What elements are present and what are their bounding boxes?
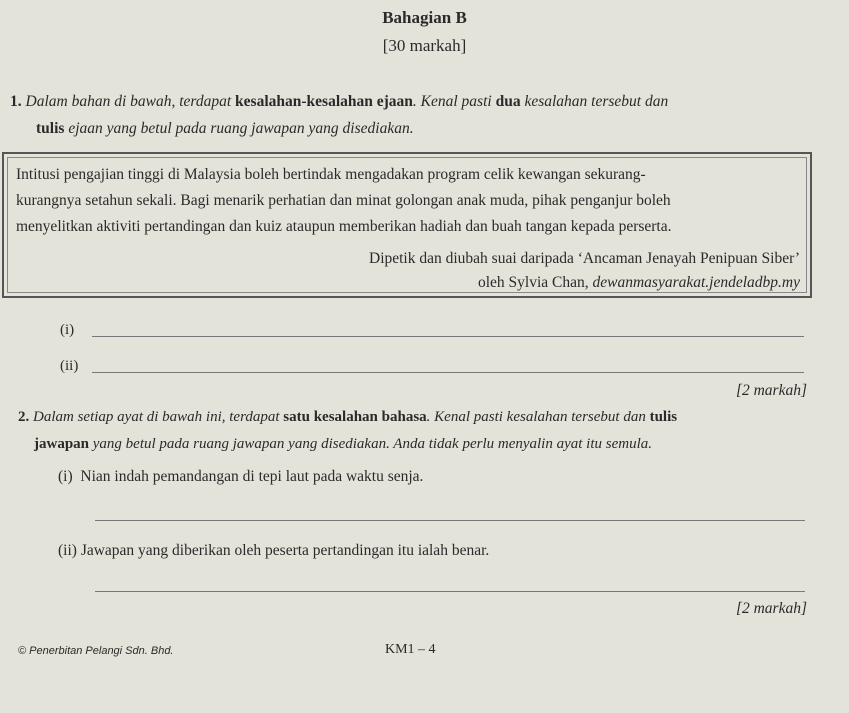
passage-box xyxy=(2,152,812,298)
q2-bold: satu kesalahan bahasa xyxy=(283,409,427,425)
answer-line[interactable] xyxy=(95,520,805,521)
page-number: KM1 – 4 xyxy=(385,642,436,657)
q1-text: Dalam bahan di bawah, terdapat xyxy=(25,93,236,110)
passage-line: menyelitkan aktiviti pertandingan dan kuiz ataupun memberikan hadiah dan buah tangan kepada perserta. xyxy=(16,218,672,235)
q1-text: . Kenal pasti xyxy=(412,93,496,110)
item-text: Jawapan yang diberikan oleh peserta pertandingan itu ialah benar. xyxy=(80,542,490,559)
section-marks xyxy=(0,36,849,56)
source-url: dewanmasyarakat.jendeladbp.my xyxy=(592,274,800,291)
question-1-instruction xyxy=(10,88,820,142)
q1-bold: kesalahan-kesalahan ejaan xyxy=(235,93,413,110)
section-marks-text: [30 markah] xyxy=(382,36,467,55)
passage-line: Intitusi pengajian tinggi di Malaysia boleh bertindak mengadakan program celik kewangan sekurang- xyxy=(16,166,646,183)
answer-label: (ii) xyxy=(60,358,79,374)
q2-marks-text: [2 markah] xyxy=(735,600,807,617)
q1-bold: dua xyxy=(495,93,521,110)
answer-line[interactable] xyxy=(92,372,804,373)
q2-text: Dalam setiap ayat di bawah ini, terdapat xyxy=(33,409,284,425)
question-2-instruction xyxy=(18,404,828,458)
item-label: (ii) xyxy=(58,542,77,559)
q2-marks xyxy=(736,600,807,618)
q2-text: . Kenal pasti kesalahan tersebut dan xyxy=(426,409,650,425)
passage-source: Dipetik dan diubah suai daripada ‘Ancaman Jenayah Penipuan Siber’ xyxy=(369,250,800,267)
answer-line[interactable] xyxy=(92,336,804,337)
source-author: oleh Sylvia Chan, xyxy=(477,274,593,291)
q1-number: 1. xyxy=(10,93,22,110)
sentence-item xyxy=(58,468,423,486)
q1-marks xyxy=(736,382,807,400)
q1-marks-text: [2 markah] xyxy=(735,382,807,399)
copyright: © Penerbitan Pelangi Sdn. Bhd. xyxy=(18,645,174,657)
item-text: Nian indah pemandangan di tepi laut pada waktu senja. xyxy=(80,468,424,485)
q1-text: kesalahan tersebut dan xyxy=(520,93,669,110)
q1-bold: tulis xyxy=(36,120,65,137)
item-label: (i) xyxy=(58,468,73,485)
q2-number: 2. xyxy=(18,409,30,425)
answer-line[interactable] xyxy=(95,591,805,592)
q2-text: yang betul pada ruang jawapan yang disediakan. Anda tidak perlu menyalin ayat itu semula. xyxy=(89,436,653,452)
section-title: Bahagian B xyxy=(382,8,467,27)
q1-text: ejaan yang betul pada ruang jawapan yang disediakan. xyxy=(64,120,414,137)
q2-bold: jawapan xyxy=(34,436,90,452)
q2-bold: tulis xyxy=(649,409,678,425)
passage-line: kurangnya setahun sekali. Bagi menarik perhatian dan minat golongan anak muda, pihak penganjur boleh xyxy=(16,192,671,209)
answer-label: (i) xyxy=(60,322,75,338)
passage-source-author xyxy=(478,270,800,296)
sentence-item xyxy=(58,542,489,560)
